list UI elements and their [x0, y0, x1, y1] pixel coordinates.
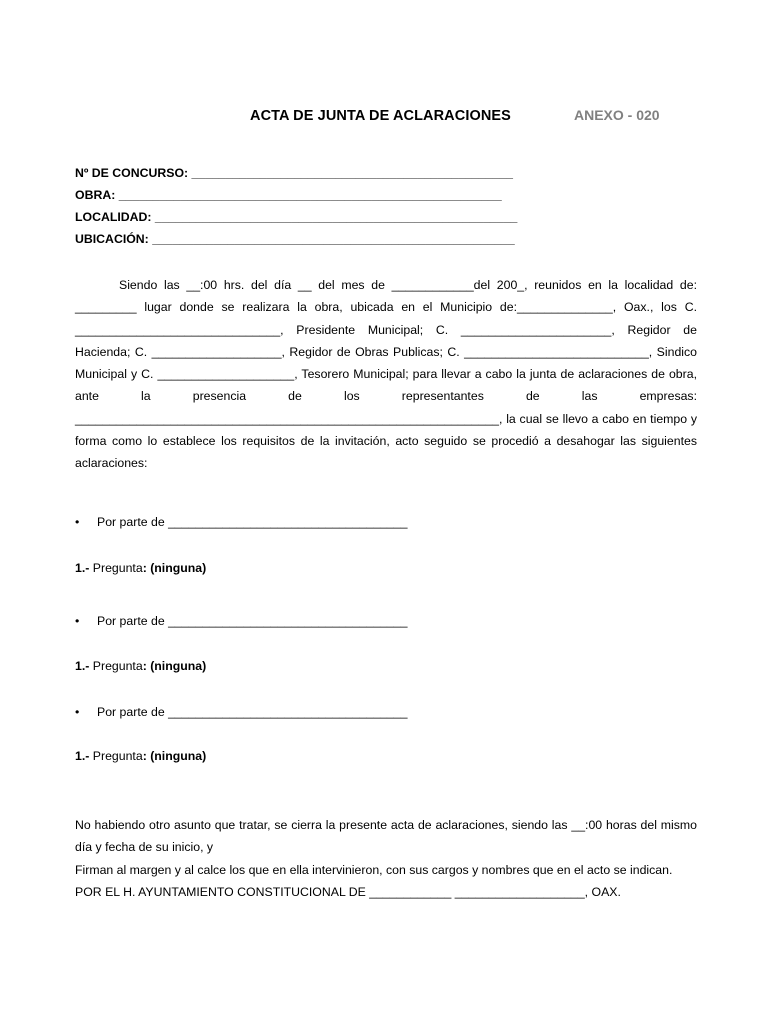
question-answer: : (ninguna): [142, 749, 207, 763]
ayuntamiento-line: POR EL H. AYUNTAMIENTO CONSTITUCIONAL DE ____________ ___________________, OAX.: [75, 884, 621, 899]
bullet-text: Por parte de ___________________________________: [97, 705, 408, 719]
question-number: 1.-: [75, 561, 90, 575]
bullet-text: Por parte de ___________________________________: [97, 515, 408, 529]
question-label: Pregunta: [89, 561, 143, 575]
closing-statement: No habiendo otro asunto que tratar, se cierra la presente acta de aclaraciones, siendo las __:00 horas del mismo día y fecha de su inicio, y: [75, 818, 697, 855]
question-line-1: [75, 561, 697, 575]
question-number: 1.-: [75, 659, 90, 673]
question-answer: : (ninguna): [142, 659, 207, 673]
field-blank: _____________________________________________________: [154, 210, 518, 224]
field-blank: ________________________________________________________: [118, 188, 502, 202]
field-label: Nº DE CONCURSO:: [75, 166, 192, 180]
field-ubicacion: [75, 228, 525, 250]
field-label: UBICACIÓN:: [75, 232, 153, 246]
clarification-bullet-2: [75, 614, 697, 628]
annex-code: ANEXO - 020: [574, 107, 660, 123]
question-line-3: [75, 749, 697, 763]
bullet-icon: •: [75, 705, 80, 719]
field-obra: [75, 184, 525, 206]
field-label: OBRA:: [75, 188, 119, 202]
field-label: LOCALIDAD:: [75, 210, 155, 224]
bullet-icon: •: [75, 614, 80, 628]
question-line-2: [75, 659, 697, 673]
bullet-text: Por parte de ___________________________________: [97, 614, 408, 628]
question-label: Pregunta: [89, 659, 143, 673]
clarification-bullet-3: [75, 705, 697, 719]
document-title: ACTA DE JUNTA DE ACLARACIONES: [250, 108, 511, 124]
question-label: Pregunta: [89, 749, 143, 763]
bullet-icon: •: [75, 515, 80, 529]
signature-statement: Firman al margen y al calce los que en ella intervinieron, con sus cargos y nombres que en el acto se indican.: [75, 862, 673, 877]
question-answer: : (ninguna): [142, 561, 207, 575]
question-number: 1.-: [75, 749, 90, 763]
field-concurso: [75, 162, 525, 184]
intro-paragraph: [75, 274, 697, 475]
header-fields: [75, 162, 525, 250]
field-localidad: [75, 206, 525, 228]
field-blank: _____________________________________________________: [152, 232, 515, 246]
clarification-bullet-1: [75, 515, 697, 529]
intro-text: Siendo las __:00 hrs. del día __ del mes de ____________del 200_, reunidos en la localidad de: _________ lugar donde se realizara la obra, ubicada en el Municipio de:______________, Oax., los C. ______________________________, Presidente Municipal; C. ______________________, Regidor de Hacienda; C. ___________________, Regidor de Obras Publicas; C. ___________________________, Sindico Municipal y C. ____________________, Tesorero Municipal; para llevar a cabo la junta de aclaraciones de obra, ante la presencia de los representantes de las empresas: ______________________________________________________________, la cual se llevo a cabo en tiempo y forma como lo establece los requisitos de la invitación, acto seguido se procedió a desahogar las siguientes aclaraciones:: [75, 278, 697, 471]
closing-section: [75, 814, 697, 903]
field-blank: _______________________________________________: [191, 166, 513, 180]
